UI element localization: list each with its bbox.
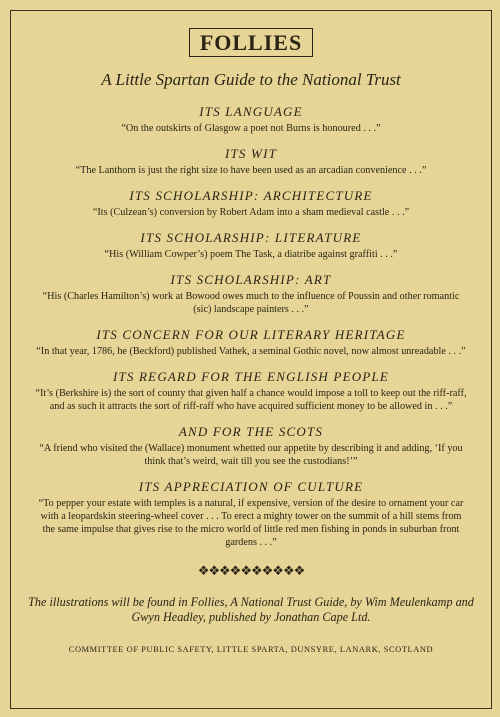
section-scholarship-art bbox=[24, 272, 478, 316]
document-title: FOLLIES bbox=[189, 28, 313, 57]
section-wit bbox=[24, 146, 478, 177]
section-heading: ITS REGARD FOR THE ENGLISH PEOPLE bbox=[112, 369, 390, 384]
document-content bbox=[24, 28, 478, 655]
document-subtitle: A Little Spartan Guide to the National Trust bbox=[101, 70, 401, 89]
section-scholarship-architecture bbox=[24, 188, 478, 219]
section-scots bbox=[24, 424, 478, 468]
section-heading: ITS SCHOLARSHIP: ARCHITECTURE bbox=[129, 188, 373, 203]
section-scholarship-literature bbox=[24, 230, 478, 261]
ornament-divider: ❖❖❖❖❖❖❖❖❖❖ bbox=[197, 563, 305, 578]
section-heading: ITS CONCERN FOR OUR LITERARY HERITAGE bbox=[96, 327, 406, 342]
section-heading: ITS WIT bbox=[224, 146, 278, 161]
section-quote: “A friend who visited the (Wallace) monument whetted our appetite by describing it and adding, ‘If you think that’s weird, wait till you see the custodians!’” bbox=[39, 443, 463, 467]
section-literary-heritage bbox=[24, 327, 478, 358]
section-quote: “In that year, 1786, he (Beckford) published Vathek, a seminal Gothic novel, now almost unreadable . . .” bbox=[36, 346, 466, 357]
section-heading: ITS SCHOLARSHIP: LITERATURE bbox=[140, 230, 362, 245]
credits-text: The illustrations will be found in Follies, A National Trust Guide, by Wim Meulenkamp and Gwyn Headley, published by Jonathan Cape Ltd. bbox=[28, 595, 474, 624]
section-quote: “The Lanthorn is just the right size to have been used as an arcadian convenience . . .” bbox=[75, 165, 427, 176]
section-heading: ITS LANGUAGE bbox=[199, 104, 303, 119]
section-quote: “To pepper your estate with temples is a natural, if expensive, version of the desire to ornament your car with a leopardskin steering-wheel cover . . . To erect a mighty tower on the summit of a hill stems from the same impulse that gives rise to the micro world of little red men fishing in ponds in suburban front gardens . . .” bbox=[38, 498, 464, 548]
section-heading: AND FOR THE SCOTS bbox=[178, 424, 324, 439]
section-quote: “His (Charles Hamilton’s) work at Bowood owes much to the influence of Poussin and other romantic (sic) landscape painters . . .” bbox=[42, 291, 460, 315]
section-heading: ITS APPRECIATION OF CULTURE bbox=[138, 479, 364, 494]
section-quote: “It’s (Berkshire is) the sort of county that given half a chance would impose a toll to keep out the riff-raff, and as such it attracts the sort of riff-raff who have acquired sufficient money to be allowed in . . .” bbox=[35, 388, 467, 412]
section-quote: “His (William Cowper’s) poem The Task, a diatribe against graffiti . . .” bbox=[104, 249, 398, 260]
section-english-people bbox=[24, 369, 478, 413]
section-quote: “On the outskirts of Glasgow a poet not Burns is honoured . . .” bbox=[121, 123, 381, 134]
footer-address: COMMITTEE OF PUBLIC SAFETY, LITTLE SPARTA, DUNSYRE, LANARK, SCOTLAND bbox=[68, 645, 434, 654]
section-quote: “Its (Culzean’s) conversion by Robert Adam into a sham medieval castle . . .” bbox=[92, 207, 410, 218]
section-culture bbox=[24, 479, 478, 549]
section-language bbox=[24, 104, 478, 135]
section-heading: ITS SCHOLARSHIP: ART bbox=[170, 272, 332, 287]
